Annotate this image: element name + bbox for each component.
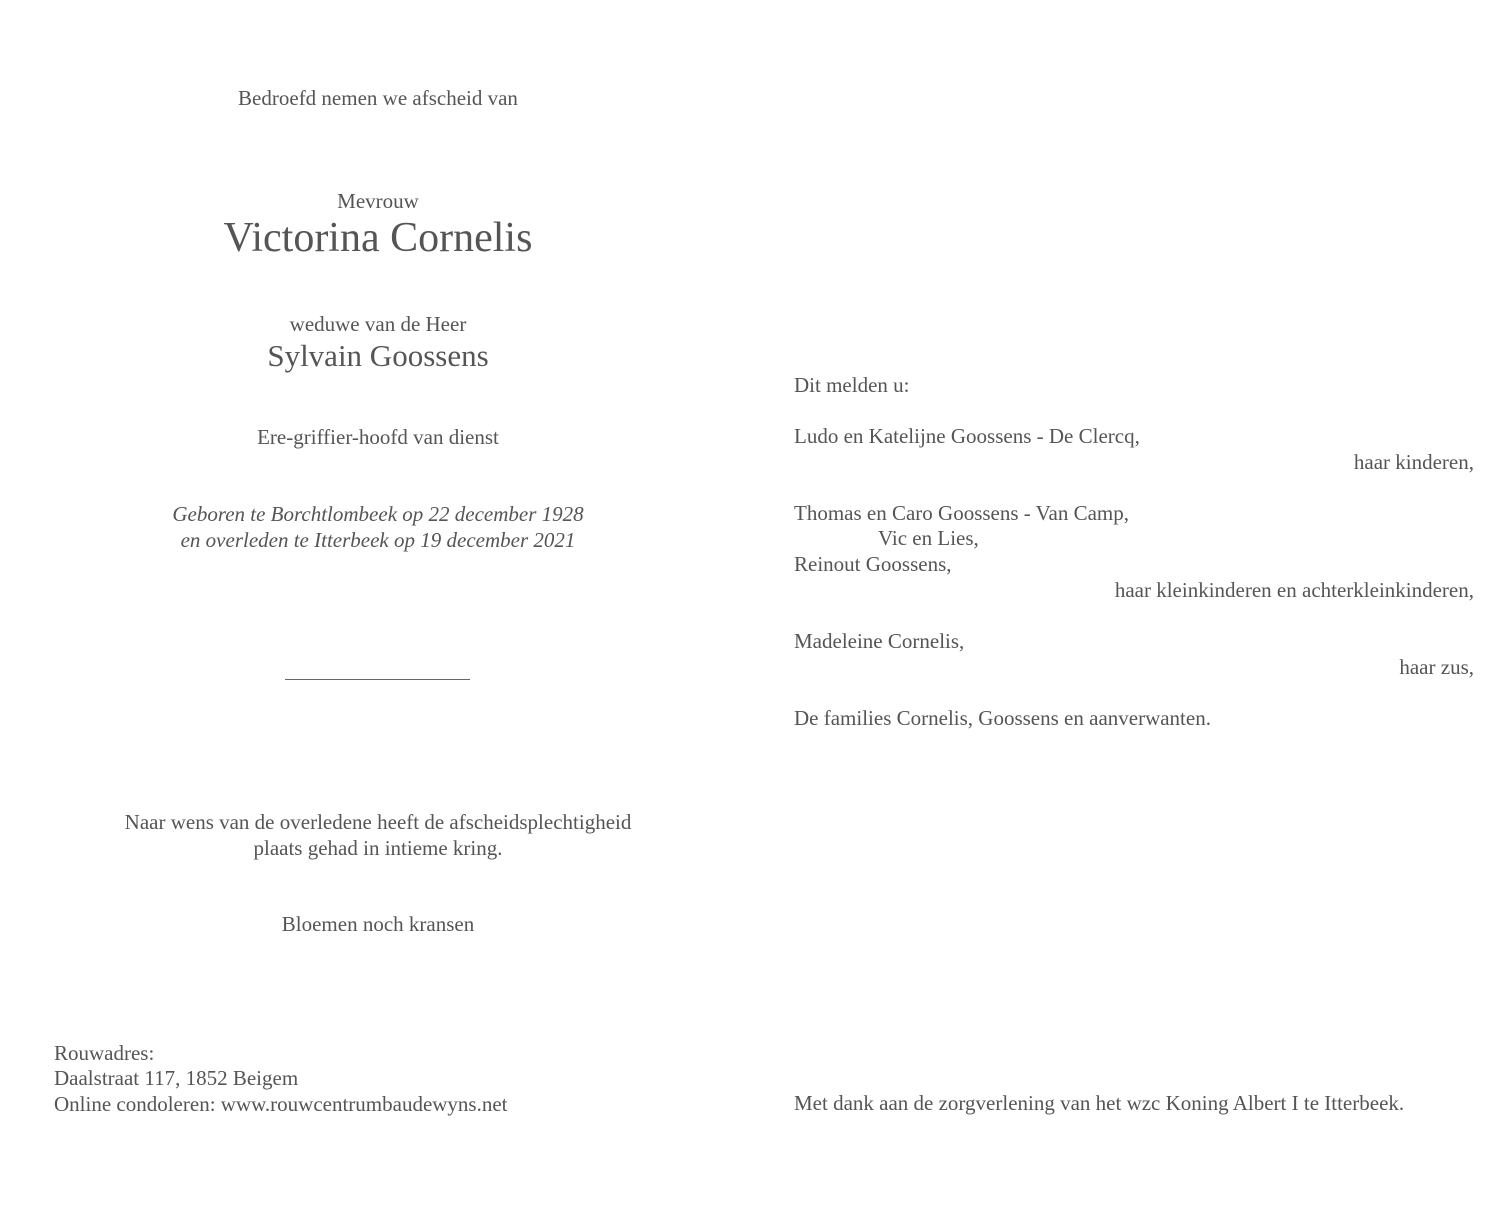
address-label: Rouwadres: (54, 1041, 155, 1065)
grandchildren-line-2: Vic en Lies, (878, 526, 979, 550)
deceased-title: Mevrouw (337, 189, 419, 213)
widow-label: weduwe van de Heer (289, 312, 467, 336)
death-line: en overleden te Itterbeek op 19 december 2021 (180, 528, 576, 552)
husband-name: Sylvain Goossens (267, 338, 489, 373)
divider-line (285, 679, 470, 680)
deceased-name: Victorina Cornelis (223, 215, 533, 261)
grandchildren-line-3: Reinout Goossens, (794, 552, 952, 576)
children-names: Ludo en Katelijne Goossens - De Clercq, (794, 424, 1140, 448)
thanks-line: Met dank aan de zorgverlening van het wzc Koning Albert I te Itterbeek. (794, 1091, 1405, 1115)
occupation: Ere-griffier-hoofd van dienst (257, 425, 499, 449)
children-role: haar kinderen, (1353, 450, 1474, 474)
sister-role: haar zus, (1399, 655, 1474, 679)
grandchildren-role: haar kleinkinderen en achterkleinkinderen, (1114, 578, 1474, 602)
address: Daalstraat 117, 1852 Beigem (54, 1066, 299, 1090)
announcement-intro: Dit melden u: (794, 373, 910, 397)
grandchildren-line-1: Thomas en Caro Goossens - Van Camp, (794, 501, 1129, 525)
intro-text: Bedroefd nemen we afscheid van (238, 86, 518, 110)
online-condolences: Online condoleren: www.rouwcentrumbaudewyns.net (54, 1092, 508, 1116)
flowers-notice: Bloemen noch kransen (281, 912, 475, 936)
ceremony-line-1: Naar wens van de overledene heeft de afscheidsplechtigheid (124, 810, 632, 834)
sister-name: Madeleine Cornelis, (794, 629, 965, 653)
ceremony-line-2: plaats gehad in intieme kring. (253, 836, 503, 860)
families-line: De families Cornelis, Goossens en aanverwanten. (794, 706, 1211, 730)
birth-line: Geboren te Borchtlombeek op 22 december 1928 (172, 502, 584, 526)
